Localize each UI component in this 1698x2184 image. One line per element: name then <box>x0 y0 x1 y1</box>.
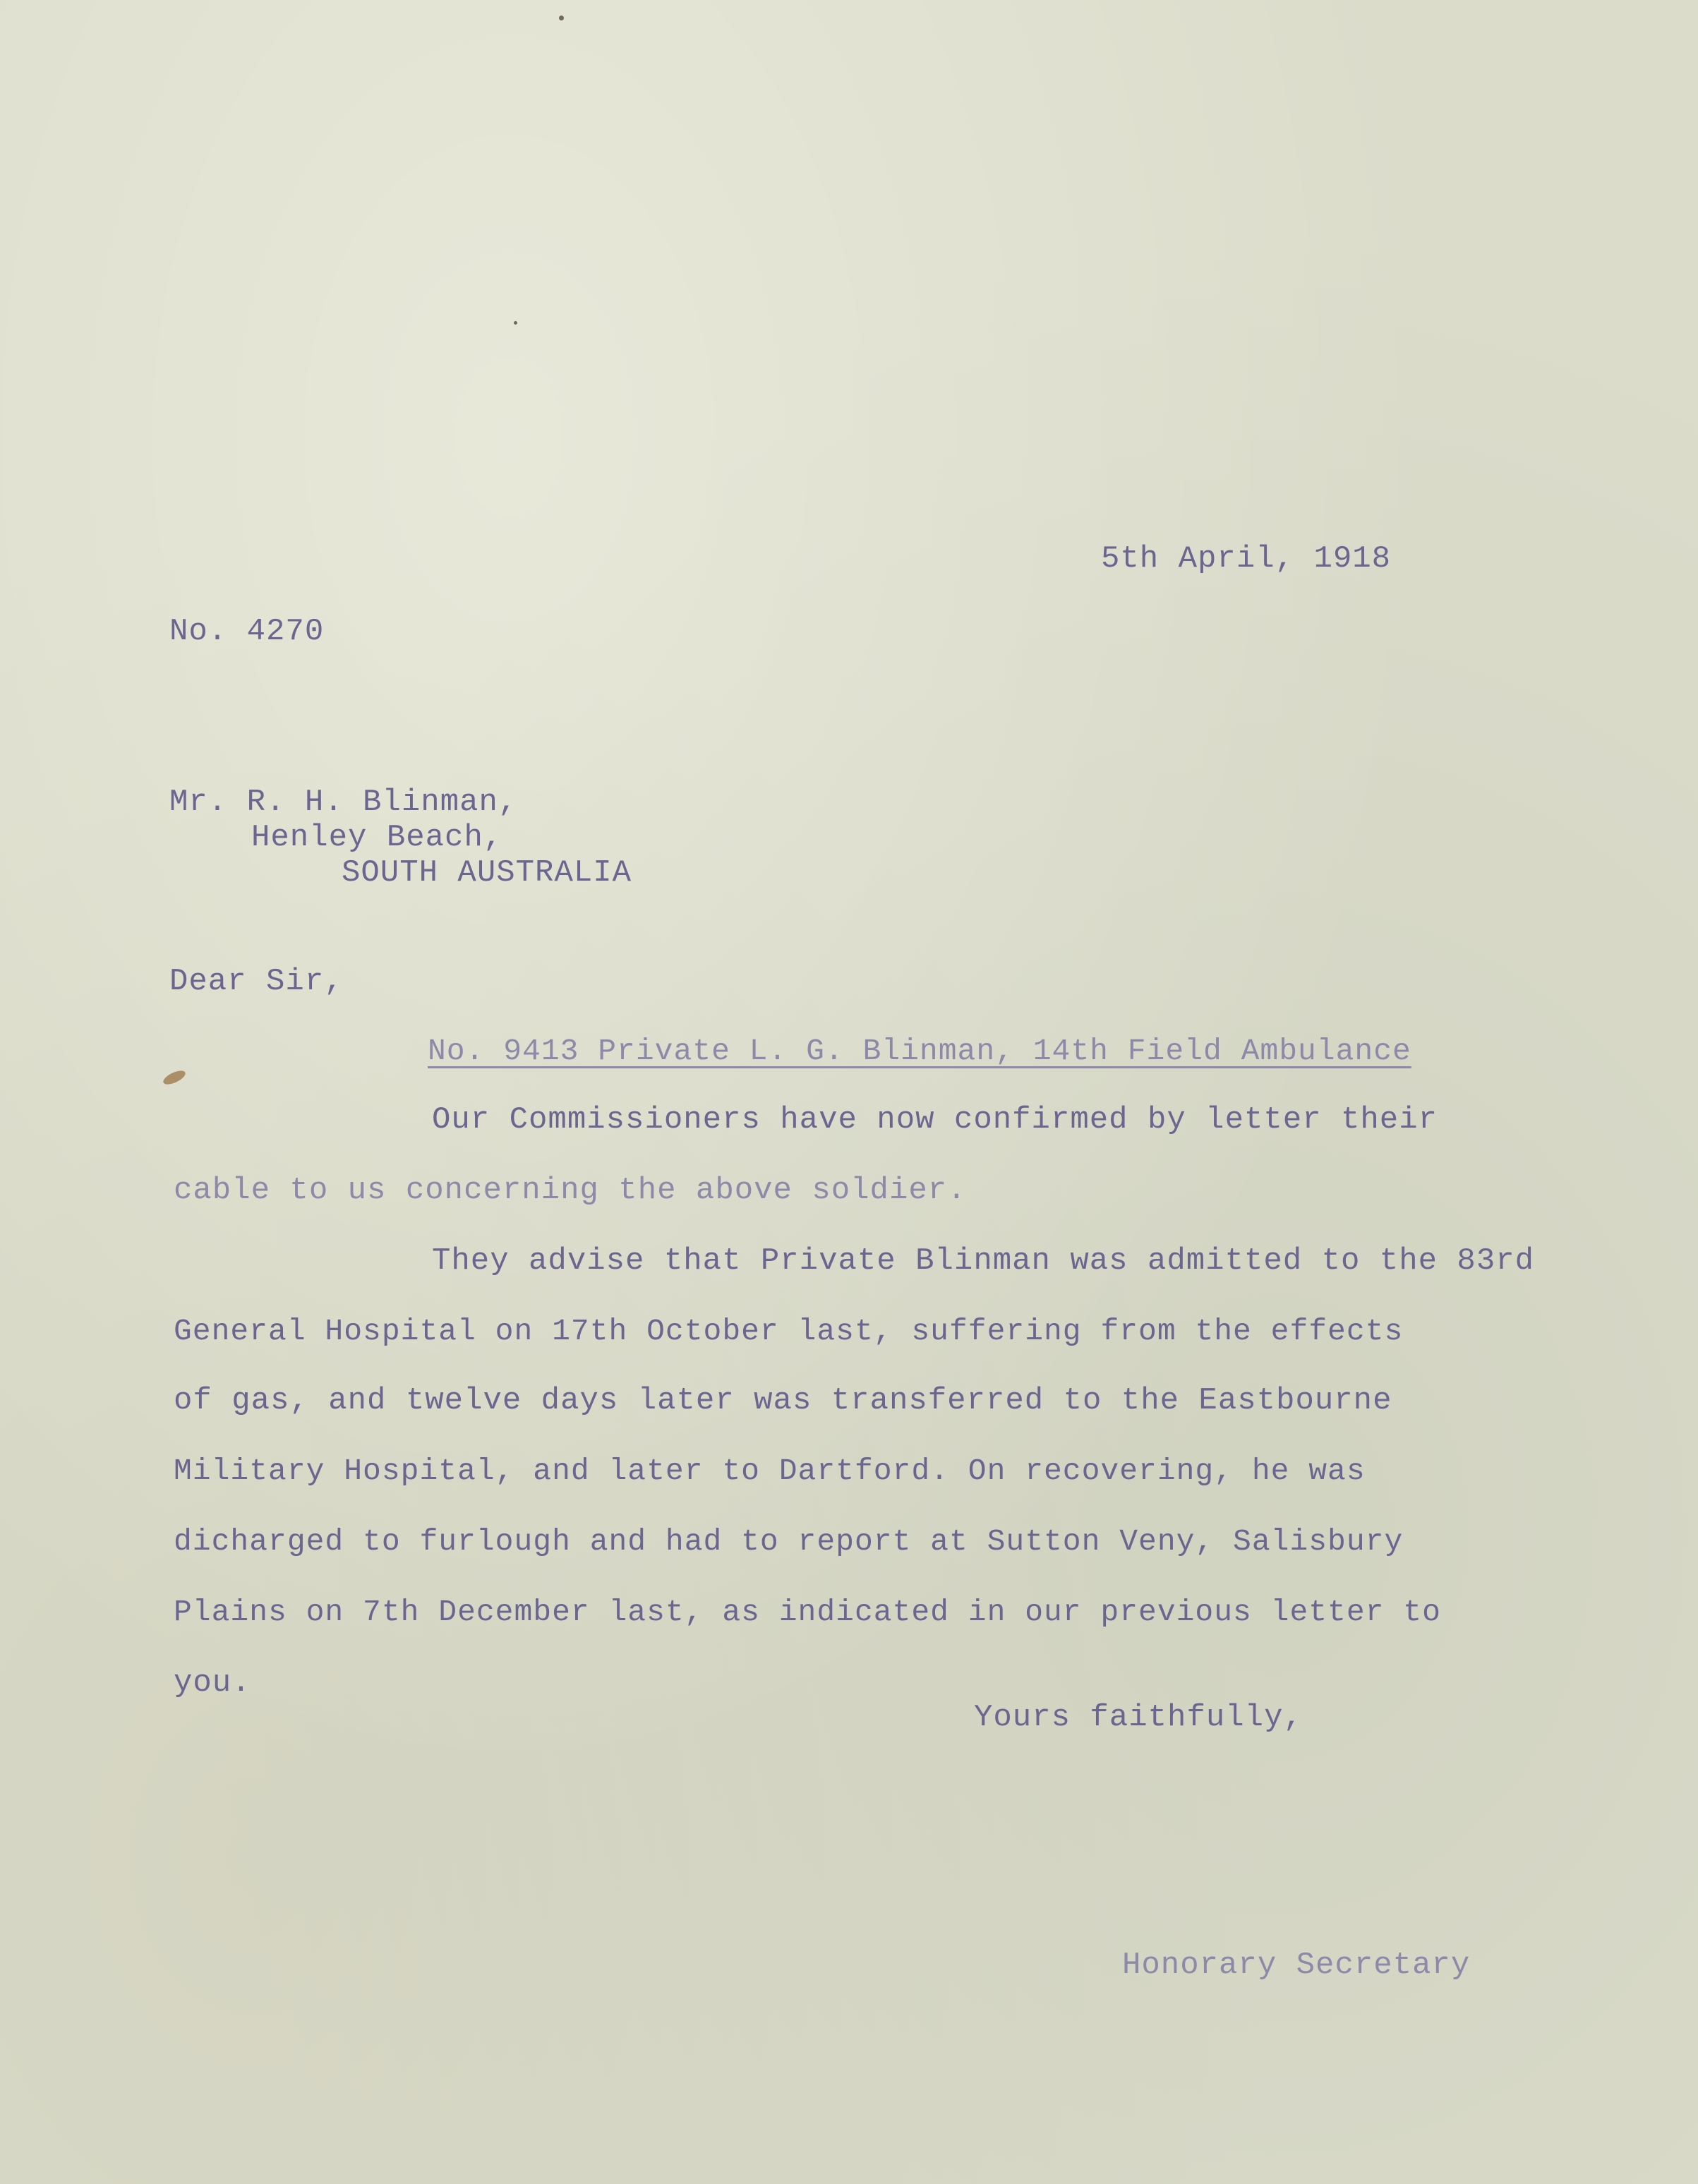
body-line: you. <box>174 1665 251 1701</box>
closing: Yours faithfully, <box>974 1700 1303 1735</box>
body-line: Military Hospital, and later to Dartford. On recovering, he was <box>174 1454 1366 1488</box>
signatory-title: Honorary Secretary <box>1122 1948 1471 1983</box>
body-line: They advise that Private Blinman was admitted to the 83rd <box>432 1243 1535 1279</box>
address-line-name: Mr. R. H. Blinman, <box>169 785 518 820</box>
salutation: Dear Sir, <box>169 964 344 999</box>
address-line-state: SOUTH AUSTRALIA <box>342 855 632 891</box>
letter-date: 5th April, 1918 <box>1101 541 1392 577</box>
paper-speck <box>514 321 517 325</box>
body-line: of gas, and twelve days later was transferred to the Eastbourne <box>174 1383 1392 1418</box>
body-line: cable to us concerning the above soldier. <box>174 1173 967 1208</box>
body-line: General Hospital on 17th October last, suffering from the effects <box>174 1314 1404 1349</box>
subject-line: No. 9413 Private L. G. Blinman, 14th Field Ambulance <box>428 1034 1411 1068</box>
body-line: dicharged to furlough and had to report at Sutton Veny, Salisbury <box>174 1524 1404 1559</box>
address-line-locality: Henley Beach, <box>251 820 503 855</box>
body-line: Our Commissioners have now confirmed by letter their <box>432 1102 1438 1138</box>
paper-stain <box>162 1068 188 1087</box>
paper-speck <box>559 16 564 20</box>
body-line: Plains on 7th December last, as indicated in our previous letter to <box>174 1595 1441 1629</box>
reference-number: No. 4270 <box>169 614 325 649</box>
